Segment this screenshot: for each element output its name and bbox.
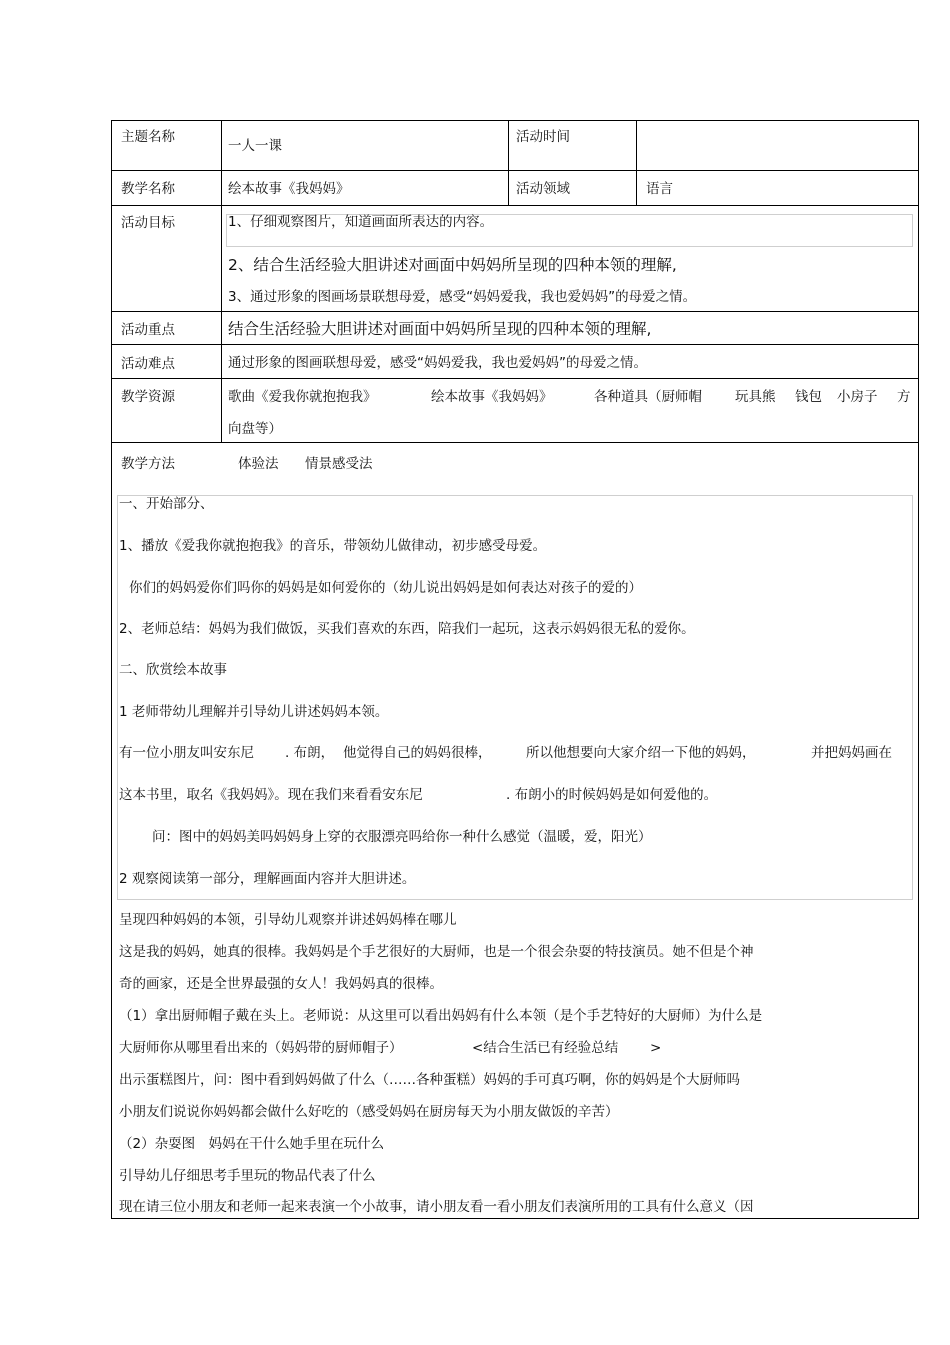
process-line: 现在请三位小朋友和老师一起来表演一个小故事，请小朋友看一看小朋友们表演所用的工具有什么意义（因 — [119, 1199, 754, 1215]
story-segment: 所以他想要向大家介绍一下他的妈妈， — [526, 745, 756, 761]
goal-item: 3、通过形象的图画场景联想母爱，感受“妈妈爱我，我也爱妈妈”的母爱之情。 — [228, 289, 697, 305]
story-segment: 有一位小朋友叫安东尼 — [119, 745, 254, 761]
story-segment: 这本书里，取名《我妈妈》。现在我们来看看安东尼 — [119, 787, 423, 803]
key-value: 结合生活经验大胆讲述对画面中妈妈所呈现的四种本领的理解, — [228, 320, 652, 338]
story-segment: 并把妈妈画在 — [811, 745, 892, 761]
resource-item: 小房子 — [837, 389, 878, 405]
resource-item: 玩具熊 — [735, 389, 776, 405]
theme-label: 主题名称 — [121, 129, 175, 145]
row-divider — [111, 442, 919, 443]
story-segment: 他觉得自己的妈妈很棒， — [343, 745, 492, 761]
process-line: 小朋友们说说你妈妈都会做什么好吃的（感受妈妈在厨房每天为小朋友做饭的辛苦） — [119, 1104, 619, 1120]
process-line: 出示蛋糕图片，问：图中看到妈妈做了什么（……各种蛋糕）妈妈的手可真巧啊，你的妈妈是个大厨师吗 — [119, 1072, 740, 1088]
resource-item: 绘本故事《我妈妈》 — [431, 389, 553, 405]
method-item: 情景感受法 — [305, 456, 373, 472]
process-line: 问：图中的妈妈美吗妈妈身上穿的衣服漂亮吗给你一种什么感觉（温暖，爱，阳光） — [152, 829, 652, 845]
row-divider — [111, 205, 919, 206]
column-divider — [636, 120, 637, 205]
row-divider — [111, 344, 919, 345]
process-note: <结合生活已有经验总结 — [472, 1040, 619, 1056]
method-label: 教学方法 — [121, 456, 175, 472]
resource-item: 各种道具（厨师帽 — [594, 389, 702, 405]
table-border-bottom — [111, 1218, 919, 1219]
process-line: 1、播放《爱我你就抱抱我》的音乐，带领幼儿做律动，初步感受母爱。 — [119, 538, 547, 554]
process-line: （2）杂耍图 妈妈在干什么她手里在玩什么 — [119, 1136, 385, 1152]
process-line: 1 老师带幼儿理解并引导幼儿讲述妈妈本领。 — [119, 704, 389, 720]
difficulty-label: 活动难点 — [121, 356, 175, 372]
name-label: 教学名称 — [121, 181, 175, 197]
difficulty-value: 通过形象的图画联想母爱，感受“妈妈爱我，我也爱妈妈”的母爱之情。 — [228, 355, 647, 371]
goal-item: 1、仔细观察图片，知道画面所表达的内容。 — [228, 214, 494, 230]
column-divider — [508, 120, 509, 205]
resources-line2: 向盘等） — [228, 421, 282, 437]
story-segment: . 布朗小的时候妈妈是如何爱他的。 — [506, 787, 718, 803]
label-column-divider — [221, 120, 222, 442]
process-line: 奇的画家，还是全世界最强的女人！我妈妈真的很棒。 — [119, 976, 443, 992]
process-line: 2、老师总结：妈妈为我们做饭，买我们喜欢的东西，陪我们一起玩，这表示妈妈很无私的爱你。 — [119, 621, 695, 637]
row-divider — [111, 170, 919, 171]
section-heading: 一、开始部分、 — [119, 496, 214, 512]
time-label: 活动时间 — [516, 129, 570, 145]
name-value: 绘本故事《我妈妈》 — [228, 181, 350, 197]
section-heading: 二、欣赏绘本故事 — [119, 662, 227, 678]
domain-value: 语言 — [646, 181, 673, 197]
table-border-right — [918, 120, 919, 1219]
resource-item: 歌曲《爱我你就抱抱我》 — [228, 389, 377, 405]
domain-label: 活动领域 — [516, 181, 570, 197]
row-divider — [111, 311, 919, 312]
process-line: （1）拿出厨师帽子戴在头上。老师说：从这里可以看出妈妈有什么本领（是个手艺特好的大厨师）为什么是 — [119, 1008, 763, 1024]
goals-label: 活动目标 — [121, 215, 175, 231]
resources-label: 教学资源 — [121, 389, 175, 405]
method-item: 体验法 — [238, 456, 279, 472]
resource-item: 钱包 — [795, 389, 822, 405]
process-line: 呈现四种妈妈的本领，引导幼儿观察并讲述妈妈棒在哪儿 — [119, 912, 457, 928]
process-line: 大厨师你从哪里看出来的（妈妈带的厨师帽子） — [119, 1040, 403, 1056]
goal-item: 2、结合生活经验大胆讲述对画面中妈妈所呈现的四种本领的理解, — [228, 256, 677, 274]
process-line: 这是我的妈妈，她真的很棒。我妈妈是个手艺很好的大厨师，也是一个很会杂耍的特技演员。她不但是个神 — [119, 944, 754, 960]
process-line: 你们的妈妈爱你们吗你的妈妈是如何爱你的（幼儿说出妈妈是如何表达对孩子的爱的） — [129, 580, 642, 596]
theme-value: 一人一课 — [228, 138, 282, 154]
table-border-left — [111, 120, 112, 1219]
table-border-top — [111, 120, 919, 121]
resource-item: 方 — [897, 389, 911, 405]
key-label: 活动重点 — [121, 322, 175, 338]
process-line: 2 观察阅读第一部分，理解画面内容并大胆讲述。 — [119, 871, 416, 887]
story-segment: . 布朗， — [285, 745, 335, 761]
process-note: > — [650, 1040, 662, 1056]
process-line: 引导幼儿仔细思考手里玩的物品代表了什么 — [119, 1168, 376, 1184]
row-divider — [111, 378, 919, 379]
